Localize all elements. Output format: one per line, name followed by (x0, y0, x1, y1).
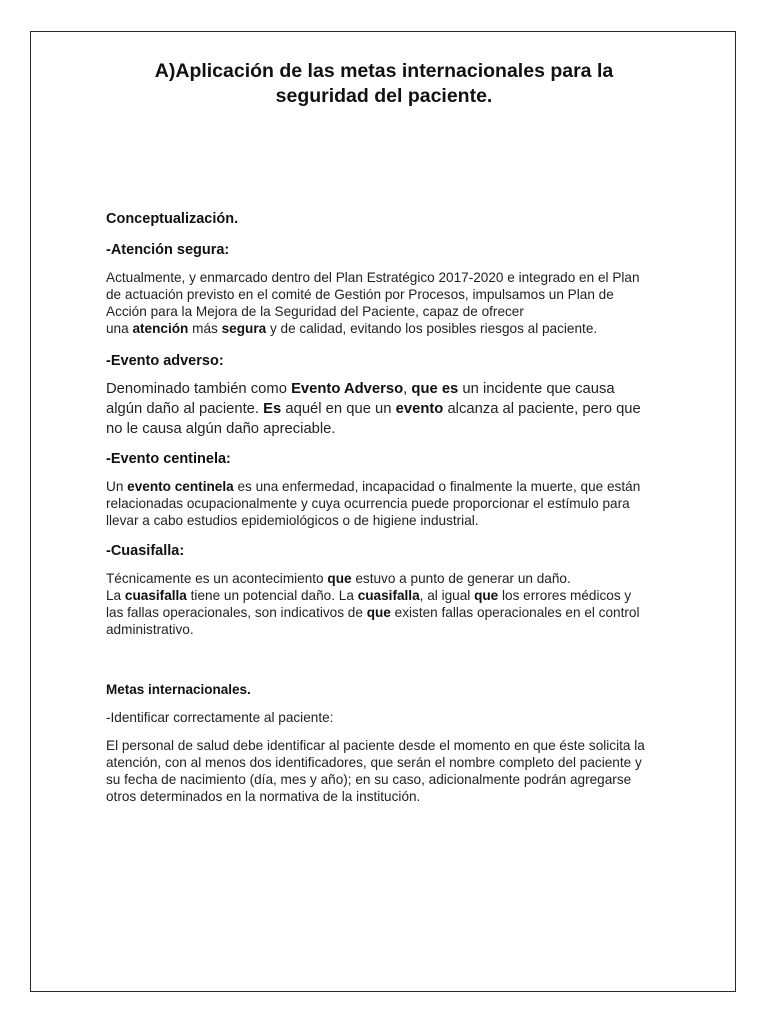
heading-cuasifalla: -Cuasifalla: (106, 543, 185, 559)
heading-metas-internacionales: Metas internacionales. (106, 682, 251, 697)
text-line: no le causa algún daño apreciable. (106, 421, 336, 437)
paragraph-cuasifalla (106, 570, 640, 638)
heading-evento-centinela: -Evento centinela: (106, 451, 231, 467)
title-line-1: A)Aplicación de las metas internacionales para la (154, 60, 614, 82)
heading-conceptualizacion: Conceptualización. (106, 211, 239, 227)
text-line: Técnicamente es un acontecimiento que estuvo a punto de generar un daño. (106, 571, 571, 586)
paragraph-identificar-paciente (106, 737, 645, 805)
text-line: La cuasifalla tiene un potencial daño. La cuasifalla, al igual que los errores médicos y (106, 588, 632, 603)
text-line: Acción para la Mejora de la Seguridad del Paciente, capaz de ofrecer (106, 304, 524, 319)
subheading-identificar-paciente: -Identificar correctamente al paciente: (106, 710, 334, 725)
text-line: llevar a cabo estudios epidemiológicos o de higiene industrial. (106, 513, 479, 528)
text-line: El personal de salud debe identificar al paciente desde el momento en que éste solicita la (106, 738, 645, 753)
paragraph-evento-centinela (106, 478, 640, 529)
text-line: administrativo. (106, 622, 194, 637)
heading-atencion-segura: -Atención segura: (106, 242, 230, 258)
text-line: su fecha de nacimiento (día, mes y año); en su caso, adicionalmente podrán agregarse (106, 772, 632, 787)
text-line: Denominado también como Evento Adverso, que es un incidente que causa (106, 381, 615, 397)
paragraph-atencion-segura (106, 269, 640, 337)
document-title (60, 59, 708, 109)
text-line: las fallas operacionales, son indicativos de que existen fallas operacionales en el control (106, 605, 640, 620)
text-line: Un evento centinela es una enfermedad, incapacidad o finalmente la muerte, que están (106, 479, 641, 494)
heading-evento-adverso: -Evento adverso: (106, 353, 224, 369)
title-line-2: seguridad del paciente. (275, 85, 493, 107)
text-line: Actualmente, y enmarcado dentro del Plan Estratégico 2017-2020 e integrado en el Plan (106, 270, 640, 285)
text-line: algún daño al paciente. Es aquél en que un evento alcanza al paciente, pero que (106, 401, 641, 417)
text-line: otros determinados en la normativa de la institución. (106, 789, 421, 804)
text-line: de actuación previsto en el comité de Gestión por Procesos, impulsamos un Plan de (106, 287, 614, 302)
paragraph-evento-adverso (106, 379, 641, 439)
text-line: una atención más segura y de calidad, evitando los posibles riesgos al paciente. (106, 321, 598, 336)
text-line: relacionadas ocupacionalmente y cuya ocurrencia puede proporcionar el estímulo para (106, 496, 630, 511)
text-line: atención, con al menos dos identificadores, que serán el nombre completo del paciente y (106, 755, 642, 770)
